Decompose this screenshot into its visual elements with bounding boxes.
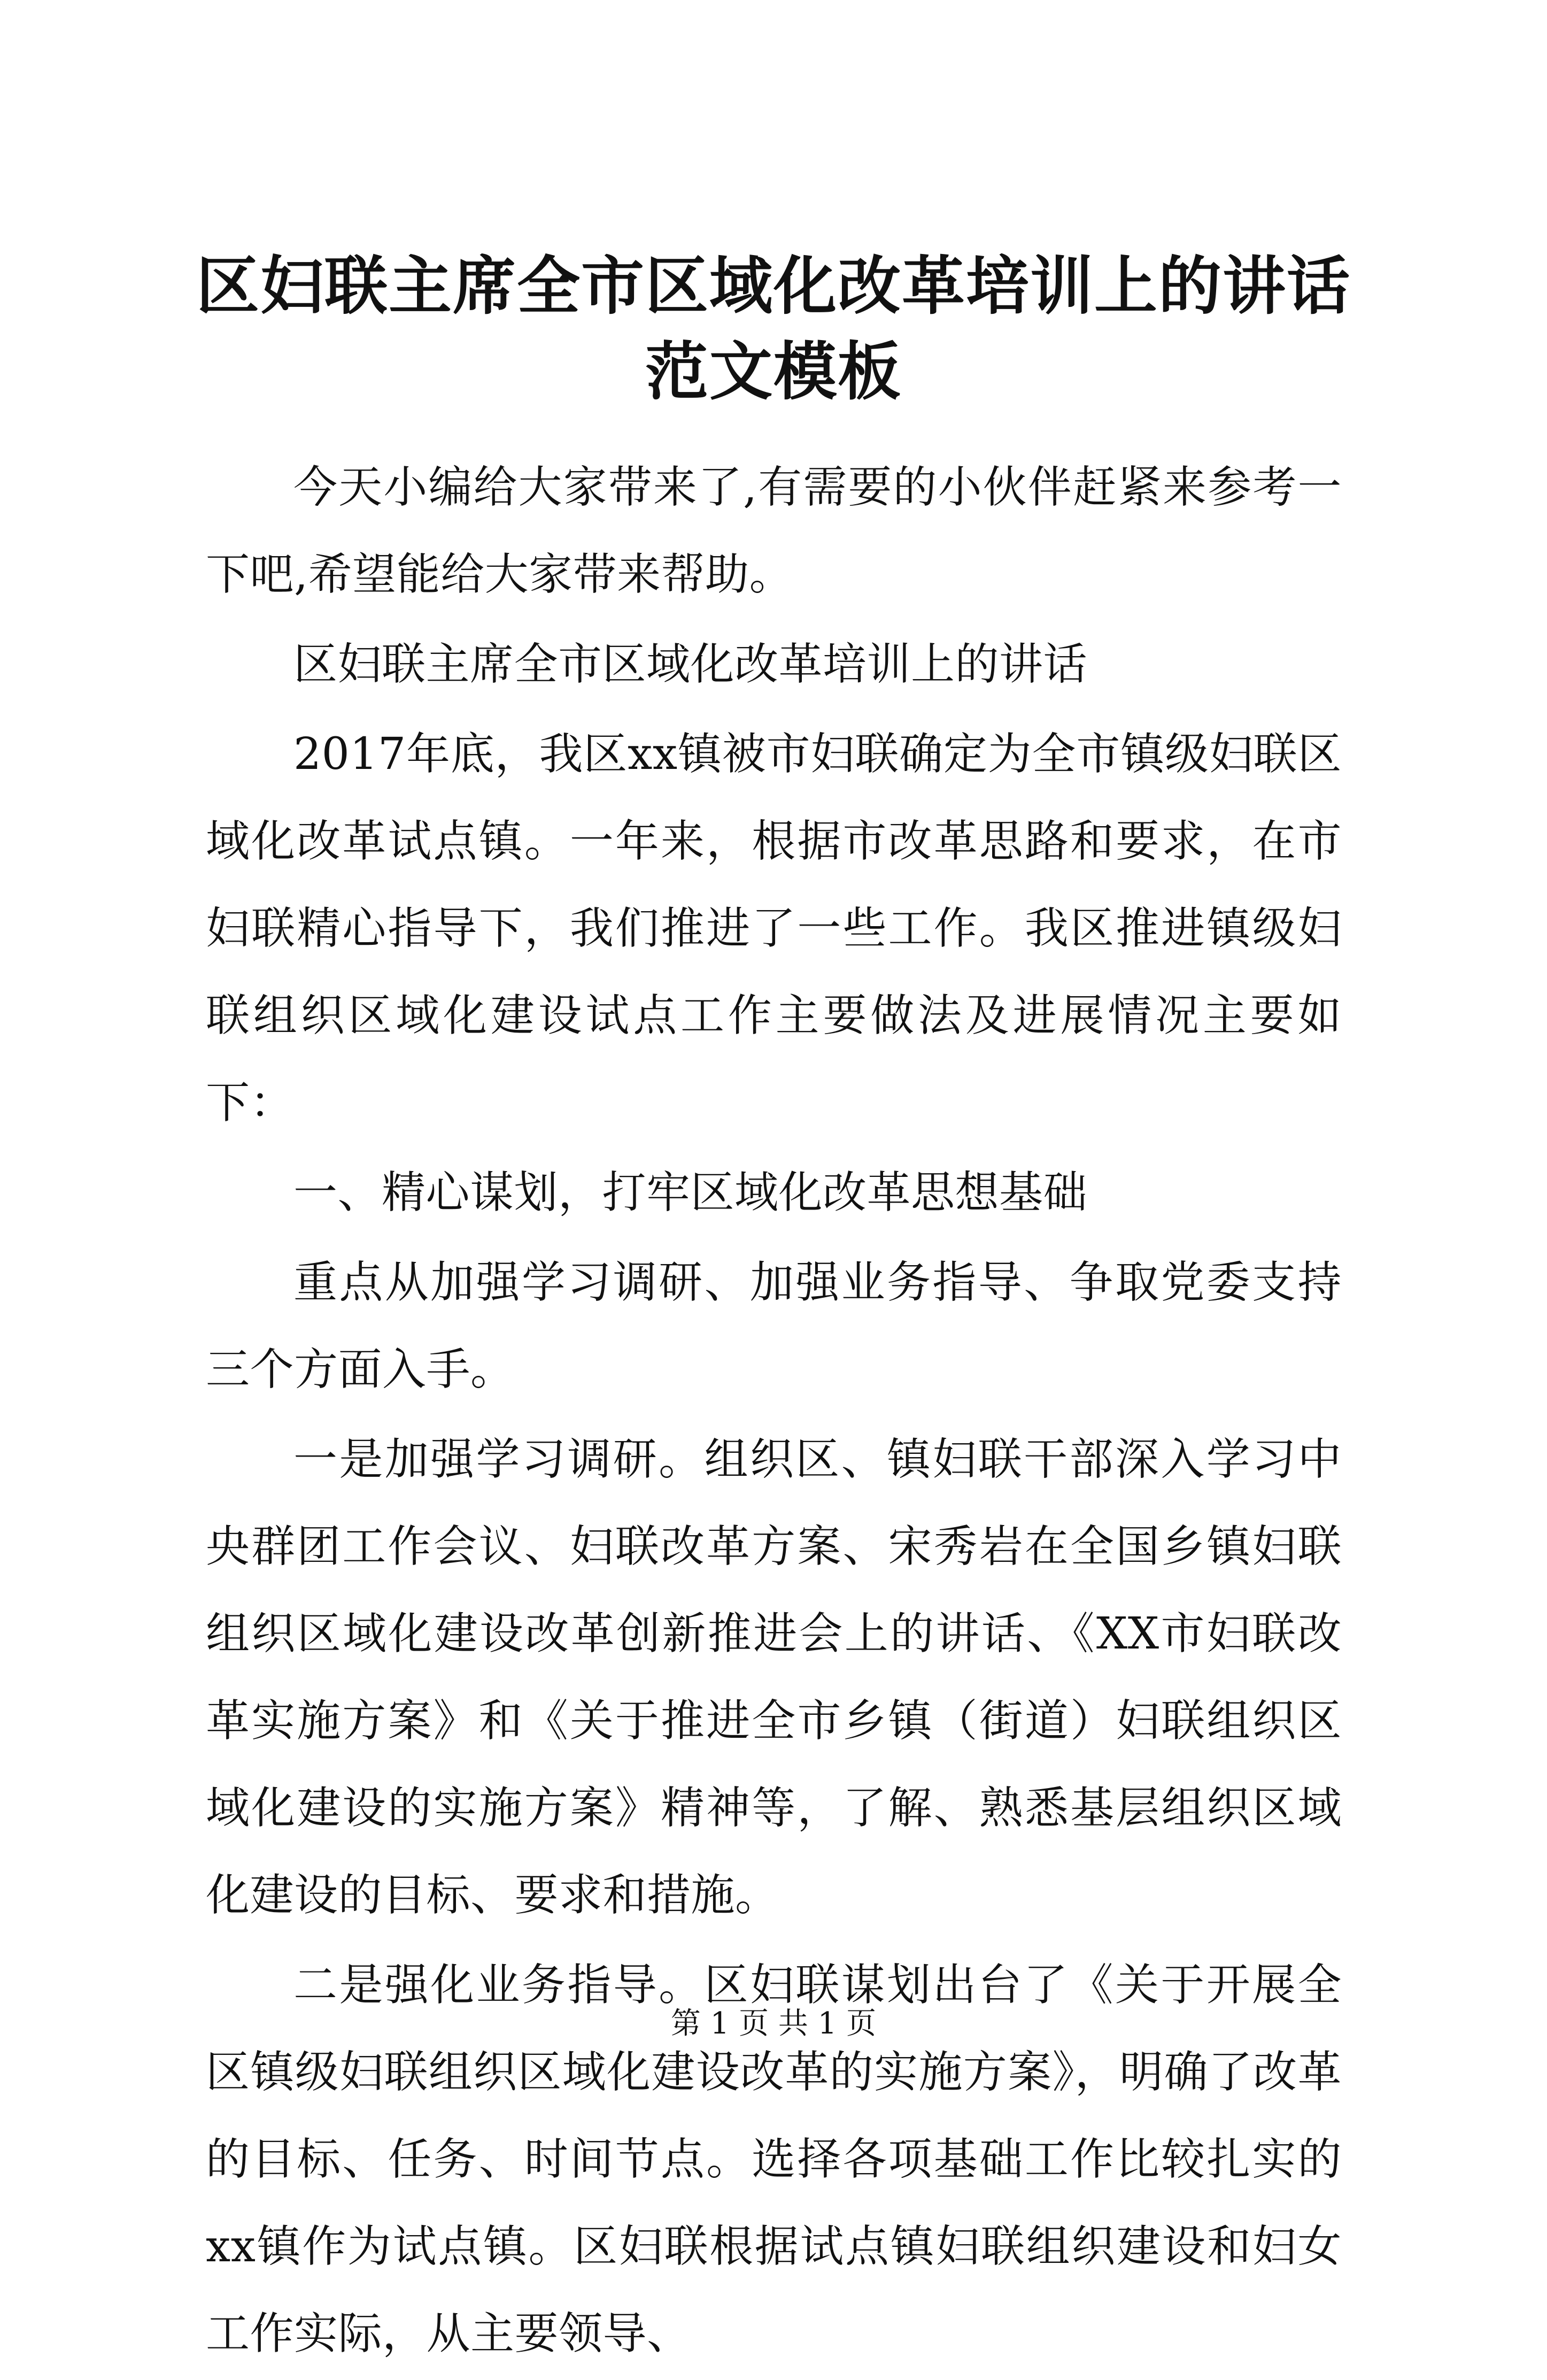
- paragraph-background: 2017年底，我区xx镇被市妇联确定为全市镇级妇联区域化改革试点镇。一年来，根据市改革思路和要求，在市妇联精心指导下，我们推进了一些工作。我区推进镇级妇联组织区域化建设试点工作主要做法及进展情况主要如下：: [206, 729, 1342, 1128]
- paragraph-intro: 今天小编给大家带来了,有需要的小伙伴赶紧来参考一下吧,希望能给大家带来帮助。: [206, 462, 1342, 600]
- page-number-footer: 第 1 页 共 1 页: [670, 2006, 877, 2041]
- document-body: [206, 444, 1342, 2380]
- paragraph-study: 一是加强学习调研。组织区、镇妇联干部深入学习中央群团工作会议、妇联改革方案、宋秀岩在全国乡镇妇联组织区域化建设改革创新推进会上的讲话、《XX市妇联改革实施方案》和《关于推进全市乡镇（街道）妇联组织区域化建设的实施方案》精神等，了解、熟悉基层组织区域化建设的目标、要求和措施。: [206, 1434, 1342, 1921]
- document-title: 区妇联主席全市区域化改革培训上的讲话范文模板: [196, 249, 1351, 409]
- paragraph-focus: 重点从加强学习调研、加强业务指导、争取党委支持三个方面入手。: [206, 1257, 1342, 1395]
- paragraph-guidance: 二是强化业务指导。区妇联谋划出台了《关于开展全区镇级妇联组织区域化建设改革的实施方案》，明确了改革的目标、任务、时间节点。选择各项基础工作比较扎实的xx镇作为试点镇。区妇联根据试点镇妇联组织建设和妇女工作实际，从主要领导、: [206, 1960, 1342, 2359]
- paragraph-subtitle: 区妇联主席全市区域化改革培训上的讲话: [293, 639, 1088, 690]
- section-heading-1: 一、精心谋划，打牢区域化改革思想基础: [293, 1167, 1088, 1218]
